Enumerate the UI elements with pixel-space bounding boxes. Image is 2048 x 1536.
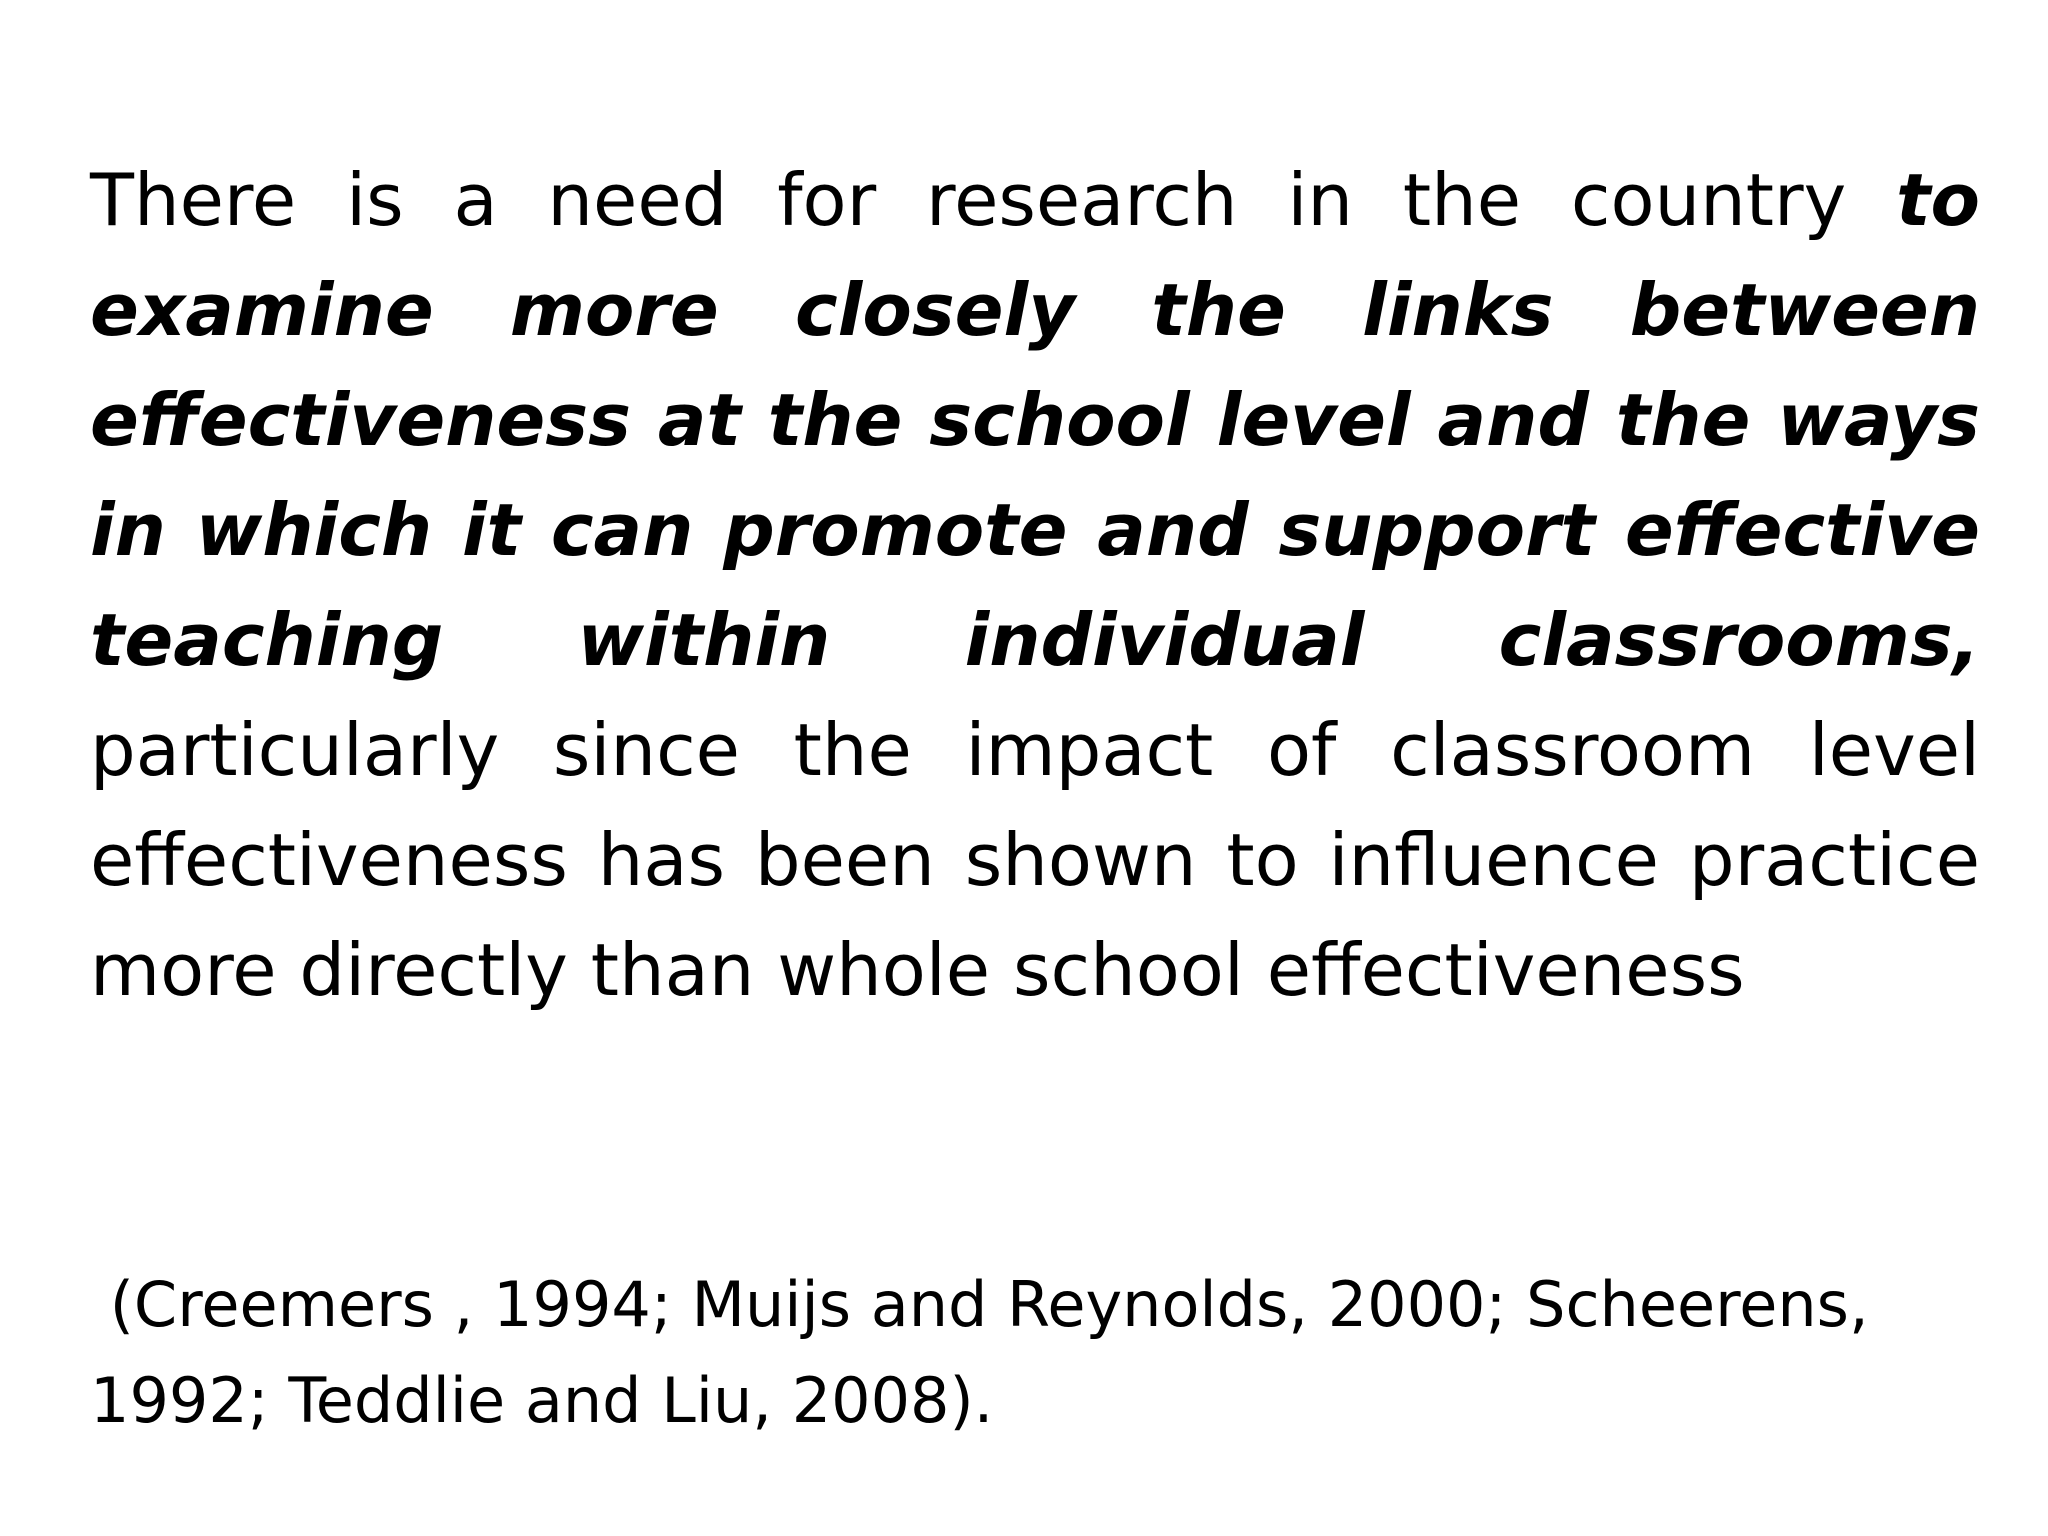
citation: (Creemers , 1994; Muijs and Reynolds, 2000; Scheerens, 1992; Teddlie and Liu, 2008). <box>90 1268 1889 1437</box>
paragraph-intro: There is a need for research in the country <box>90 158 1897 242</box>
paragraph-continuation: particularly since the impact of classroom level effectiveness has been shown to influence practice more directly than whole school effectiveness <box>90 708 1980 1012</box>
paragraph-emphasis: to examine more closely the links between effectiveness at the school level and the ways in which it can promote and support effective teaching within individual classrooms, <box>90 158 1980 682</box>
main-paragraph <box>90 145 1980 1025</box>
